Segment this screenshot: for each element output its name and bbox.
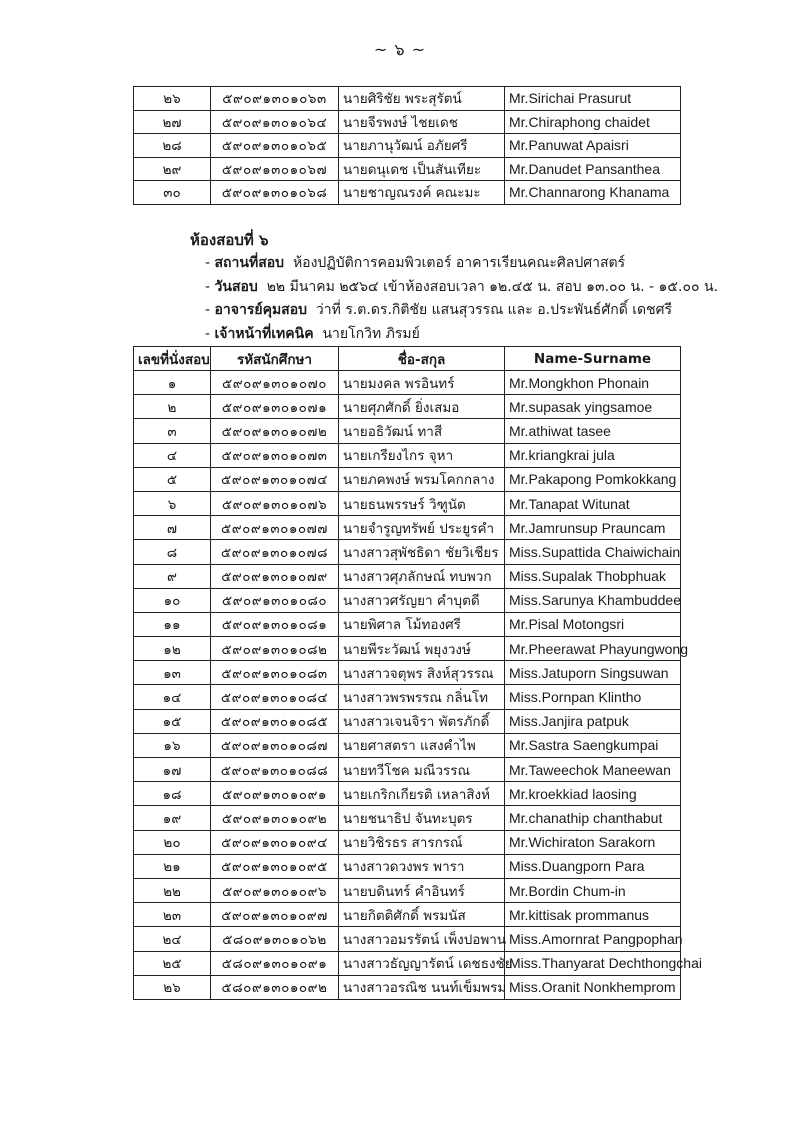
student-name-en: Mr.Wichiraton Sarakorn [505,830,681,854]
student-id: ๕๙๐๙๑๓๐๑๐๗๖ [211,491,339,515]
student-name-en: Mr.chanathip chanthabut [505,806,681,830]
student-name-en: Miss.Supalak Thobphuak [505,564,681,588]
student-name-en: Mr.Sastra Saengkumpai [505,733,681,757]
exam-proctor: - อาจารย์คุมสอบ ว่าที่ ร.ต.ดร.กิติชัย แสนสุวรรณ และ อ.ประพันธ์ศักดิ์ เดชศรี [205,302,673,318]
student-id: ๕๙๐๙๑๓๐๑๐๗๑ [211,395,339,419]
student-name-en: Miss.Supattida Chaiwichain [505,540,681,564]
table-row [134,443,681,467]
student-id: ๕๙๐๙๑๓๐๑๐๖๘ [211,181,339,205]
seat-number: ๑๓ [134,661,211,685]
student-name: นายเกรียงไกร จุหา [339,443,505,467]
room-title: ห้องสอบที่ ๖ [190,231,269,249]
student-name-en: Miss.Duangporn Para [505,854,681,878]
header-student-id: รหัสนักศึกษา [211,347,339,371]
seat-number: ๒๐ [134,830,211,854]
table-row [134,806,681,830]
seat-number: ๓ [134,419,211,443]
student-name: นางสาวจตุพร สิงห์สุวรรณ [339,661,505,685]
student-name-en: Miss.Pornpan Klintho [505,685,681,709]
header-seat: เลขที่นั่งสอบ [134,347,211,371]
header-name-en: Name-Surname [505,347,681,371]
seat-number: ๕ [134,467,211,491]
student-id: ๕๙๐๙๑๓๐๑๐๘๐ [211,588,339,612]
student-id: ๕๙๐๙๑๓๐๑๐๙๗ [211,903,339,927]
student-id: ๕๙๐๙๑๓๐๑๐๘๒ [211,637,339,661]
student-name: นางสาวสุพัชธิดา ชัยวิเชียร [339,540,505,564]
student-id: ๕๙๐๙๑๓๐๑๐๗๔ [211,467,339,491]
student-name: นายธนพรรษร์ วิฑูนัต [339,491,505,515]
table-row [134,782,681,806]
student-id: ๕๙๐๙๑๓๐๑๐๘๕ [211,709,339,733]
table-row [134,733,681,757]
seat-number: ๒๓ [134,903,211,927]
student-name: นายภานุวัฒน์ อภัยศรี [339,134,505,158]
student-name: นายดนุเดช เป็นสันเทียะ [339,157,505,181]
student-id: ๕๙๐๙๑๓๐๑๐๙๒ [211,806,339,830]
exam-location: - สถานที่สอบ ห้องปฏิบัติการคอมพิวเตอร์ อาคารเรียนคณะศิลปศาสตร์ [205,255,626,271]
student-name-en: Mr.supasak yingsamoe [505,395,681,419]
student-table [133,346,702,1000]
student-id: ๕๙๐๙๑๓๐๑๐๘๓ [211,661,339,685]
seat-number: ๗ [134,516,211,540]
seat-number: ๑๖ [134,733,211,757]
seat-number: ๑๘ [134,782,211,806]
table-row [134,419,681,443]
seat-number: ๑๒ [134,637,211,661]
table-row [134,564,681,588]
seat-number: ๒๖ [134,87,211,111]
student-id: ๕๙๐๙๑๓๐๑๐๘๑ [211,612,339,636]
student-name: นายพีระวัฒน์ พยุงวงษ์ [339,637,505,661]
student-name-en: Miss.Thanyarat Dechthongchai [505,951,681,975]
seat-number: ๖ [134,491,211,515]
table-row [134,87,681,111]
student-id: ๕๙๐๙๑๓๐๑๐๙๑ [211,782,339,806]
table-row [134,661,681,685]
student-id: ๕๙๐๙๑๓๐๑๐๗๒ [211,419,339,443]
student-table-continued [133,86,681,205]
exam-technician: - เจ้าหน้าที่เทคนิค นายโกวิท ภิรมย์ [205,325,420,342]
student-name: นางสาวศรัญยา คำบุตดี [339,588,505,612]
student-id: ๕๙๐๙๑๓๐๑๐๘๘ [211,758,339,782]
room-info-list [205,252,718,346]
student-id: ๕๙๐๙๑๓๐๑๐๘๗ [211,733,339,757]
student-name: นายอธิวัฒน์ ทาสี [339,419,505,443]
student-name-en: Miss.Oranit Nonkhemprom [505,975,681,999]
student-name-en: Mr.athiwat tasee [505,419,681,443]
student-name: นายภคพงษ์ พรมโคกกลาง [339,467,505,491]
seat-number: ๔ [134,443,211,467]
seat-number: ๒ [134,395,211,419]
student-id: ๕๘๐๙๑๓๐๑๐๙๒ [211,975,339,999]
student-id: ๕๙๐๙๑๓๐๑๐๖๔ [211,110,339,134]
table-row [134,927,681,951]
student-name-en: Mr.Sirichai Prasurut [505,87,681,111]
table-row [134,588,681,612]
student-table-body [134,371,702,1000]
seat-number: ๒๗ [134,110,211,134]
student-name-en: Mr.Pheerawat Phayungwong [505,637,681,661]
student-name-en: Mr.Pisal Motongsri [505,612,681,636]
header-row [134,347,681,371]
table-row [134,637,681,661]
student-name: นายศุภศักดิ์ ยิ่งเสมอ [339,395,505,419]
table-row [134,854,681,878]
student-name-en: Mr.Mongkhon Phonain [505,371,681,395]
student-name-en: Mr.kriangkrai jula [505,443,681,467]
seat-number: ๑๙ [134,806,211,830]
seat-number: ๑๕ [134,709,211,733]
student-name: นายจำรูญทรัพย์ ประยูรคำ [339,516,505,540]
student-name: นางสาวธัญญารัตน์ เดชธงชัย [339,951,505,975]
table-row [134,709,681,733]
exam-technician-value: นายโกวิท ภิรมย์ [322,325,420,342]
seat-number: ๒๔ [134,927,211,951]
student-name: นางสาวอมรรัตน์ เพ็งปอพาน [339,927,505,951]
student-name: นายมงคล พรอินทร์ [339,371,505,395]
student-name: นายศาสตรา แสงคำไพ [339,733,505,757]
student-name-en: Mr.kittisak prommanus [505,903,681,927]
header-name: ชื่อ-สกุล [339,347,505,371]
student-id: ๕๙๐๙๑๓๐๑๐๙๖ [211,878,339,902]
student-name-en: Mr.Bordin Chum-in [505,878,681,902]
student-id: ๕๙๐๙๑๓๐๑๐๗๙ [211,564,339,588]
exam-date-label: วันสอบ [214,278,258,295]
seat-number: ๒๕ [134,951,211,975]
table-row [134,491,681,515]
student-name: นายทวีโชค มณีวรรณ [339,758,505,782]
seat-number: ๓๐ [134,181,211,205]
student-name-en: Mr.Tanapat Witunat [505,491,681,515]
student-id: ๕๙๐๙๑๓๐๑๐๙๕ [211,854,339,878]
seat-number: ๒๘ [134,134,211,158]
table-row [134,516,681,540]
student-name: นายศิริชัย พระสุรัตน์ [339,87,505,111]
student-name-en: Mr.Taweechok Maneewan [505,758,681,782]
student-name: นายชนาธิป จันทะบุตร [339,806,505,830]
exam-location-label: สถานที่สอบ [214,255,285,271]
student-id: ๕๙๐๙๑๓๐๑๐๘๔ [211,685,339,709]
table-row [134,110,681,134]
exam-proctor-label: อาจารย์คุมสอบ [214,302,308,318]
exam-technician-label: เจ้าหน้าที่เทคนิค [214,325,314,342]
table-row [134,685,681,709]
table-row [134,903,681,927]
student-table-continued-body [134,87,681,205]
table-row [134,395,681,419]
student-name: นางสาวดวงพร พารา [339,854,505,878]
table-row [134,612,681,636]
exam-date: - วันสอบ ๒๒ มีนาคม ๒๕๖๔ เข้าห้องสอบเวลา ๑๒.๔๕ น. สอบ ๑๓.๐๐ น. - ๑๕.๐๐ น. [205,278,719,295]
seat-number: ๘ [134,540,211,564]
student-name: นางสาวเจนจิรา พัตรภักดิ์ [339,709,505,733]
student-name: นายชาญณรงค์ คณะมะ [339,181,505,205]
student-name: นายเกริกเกียรติ เหลาสิงห์ [339,782,505,806]
student-name-en: Mr.Danudet Pansanthea [505,157,681,181]
student-name-en: Miss.Amornrat Pangpophan [505,927,681,951]
page-number: ~ ๖ ~ [373,40,427,59]
student-id: ๕๙๐๙๑๓๐๑๐๗๐ [211,371,339,395]
seat-number: ๙ [134,564,211,588]
student-id: ๕๘๐๙๑๓๐๑๐๖๒ [211,927,339,951]
student-name-en: Mr.Pakapong Pomkokkang [505,467,681,491]
student-id: ๕๙๐๙๑๓๐๑๐๗๗ [211,516,339,540]
seat-number: ๑ [134,371,211,395]
student-name: นายกิตติศักดิ์ พรมนัส [339,903,505,927]
student-name: นายจีรพงษ์ ไชยเดช [339,110,505,134]
student-name: นางสาวพรพรรณ กลิ่นโท [339,685,505,709]
seat-number: ๑๑ [134,612,211,636]
student-id: ๕๙๐๙๑๓๐๑๐๖๓ [211,87,339,111]
exam-location-value: ห้องปฏิบัติการคอมพิวเตอร์ อาคารเรียนคณะศิลปศาสตร์ [292,255,626,271]
student-name: นายบดินทร์ คำอินทร์ [339,878,505,902]
student-id: ๕๙๐๙๑๓๐๑๐๗๘ [211,540,339,564]
table-row [134,878,681,902]
table-row [134,975,681,999]
student-name-en: Mr.kroekkiad laosing [505,782,681,806]
student-id: ๕๙๐๙๑๓๐๑๐๖๕ [211,134,339,158]
student-name: นายพิศาล โม้ทองศรี [339,612,505,636]
student-name-en: Mr.Chiraphong chaidet [505,110,681,134]
student-table-header [134,347,681,371]
seat-number: ๑๐ [134,588,211,612]
table-row [134,371,681,395]
student-name-en: Mr.Channarong Khanama [505,181,681,205]
table-row [134,758,681,782]
student-name-en: Miss.Janjira patpuk [505,709,681,733]
seat-number: ๑๔ [134,685,211,709]
table-row [134,951,681,975]
table-row [134,157,681,181]
student-name-en: Miss.Sarunya Khambuddee [505,588,681,612]
student-name: นางสาวศุภลักษณ์ ทบพวก [339,564,505,588]
table-row [134,540,681,564]
student-name: นายวิชิรธร สารกรณ์ [339,830,505,854]
table-row [134,830,681,854]
exam-proctor-value: ว่าที่ ร.ต.ดร.กิติชัย แสนสุวรรณ และ อ.ประพันธ์ศักดิ์ เดชศรี [315,302,673,318]
table-row [134,467,681,491]
table-row [134,181,681,205]
table-row [134,134,681,158]
seat-number: ๑๗ [134,758,211,782]
seat-number: ๒๙ [134,157,211,181]
student-id: ๕๙๐๙๑๓๐๑๐๙๔ [211,830,339,854]
student-id: ๕๙๐๙๑๓๐๑๐๖๗ [211,157,339,181]
seat-number: ๒๑ [134,854,211,878]
student-name-en: Miss.Jatuporn Singsuwan [505,661,681,685]
seat-number: ๒๖ [134,975,211,999]
student-name-en: Mr.Panuwat Apaisri [505,134,681,158]
seat-number: ๒๒ [134,878,211,902]
exam-date-value: ๒๒ มีนาคม ๒๕๖๔ เข้าห้องสอบเวลา ๑๒.๔๕ น. สอบ ๑๓.๐๐ น. - ๑๕.๐๐ น. [266,278,719,295]
student-name: นางสาวอรณิช นนท์เข็มพรม [339,975,505,999]
student-id: ๕๘๐๙๑๓๐๑๐๙๑ [211,951,339,975]
student-name-en: Mr.Jamrunsup Prauncam [505,516,681,540]
student-id: ๕๙๐๙๑๓๐๑๐๗๓ [211,443,339,467]
